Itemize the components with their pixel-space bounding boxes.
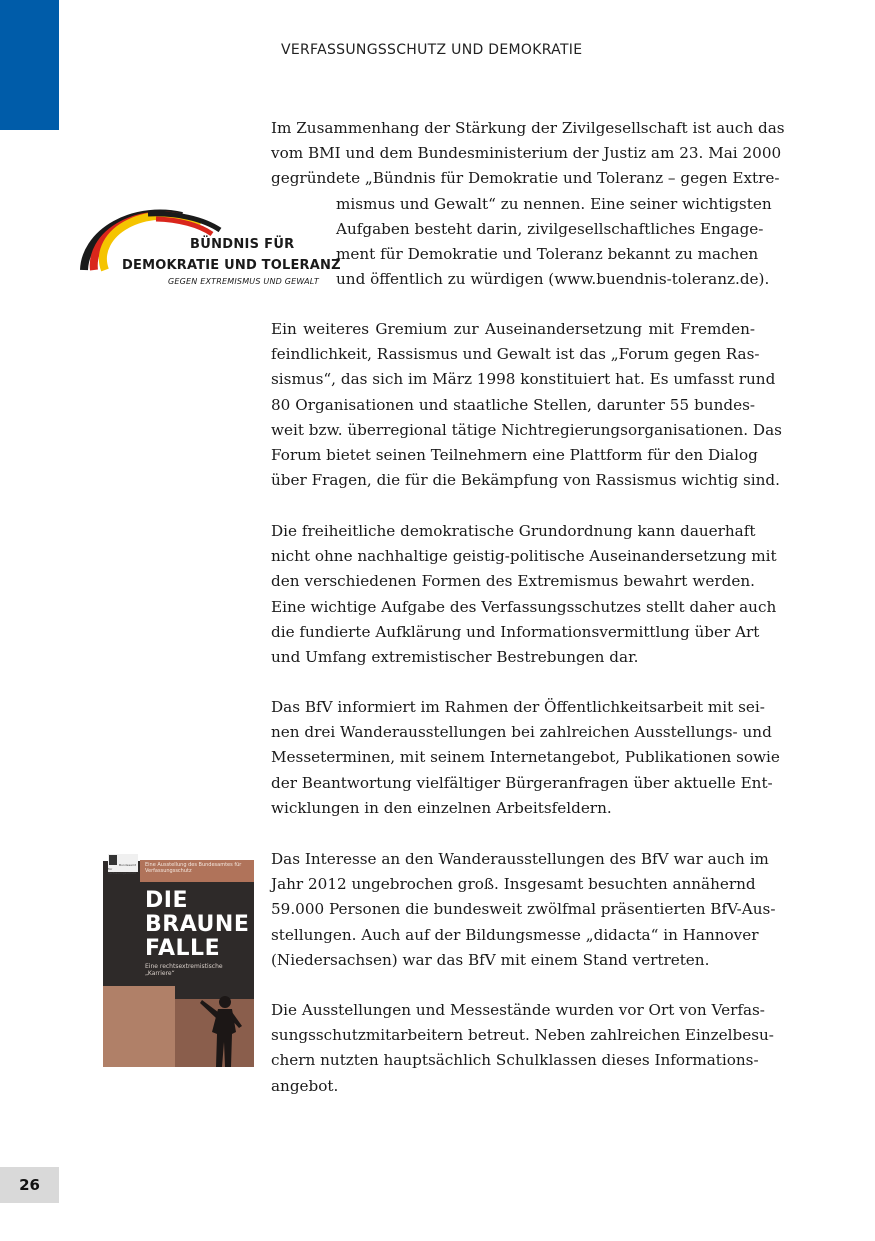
text-line: den verschiedenen Formen des Extremismus bewahrt werden. [271,572,755,591]
text-line: die fundierte Aufklärung und Informationsvermittlung über Art [271,622,760,641]
poster-band-text: Eine Ausstellung des Bundesamtes für Verfassungsschutz [145,862,242,874]
text-line: wicklungen in den einzelnen Arbeitsfeldern. [271,798,612,817]
poster-title [145,889,249,961]
paragraph-6 [271,998,774,1099]
bfv-eagle-logo [108,854,138,875]
text-line: Eine wichtige Aufgabe des Verfassungsschutzes stellt daher auch [271,597,777,616]
text-line: nicht ohne nachhaltige geistig-politische Auseinandersetzung mit [271,547,777,566]
text-line: feindlichkeit, Rassismus und Gewalt ist das „Forum gegen Ras- [271,345,760,364]
logo-text-line1: BÜNDNIS FÜR [190,237,295,252]
paragraph-5 [271,847,776,973]
paragraph-2 [271,317,782,493]
text-line: sismus“, das sich im März 1998 konstituiert hat. Es umfasst rund [271,370,776,389]
poster-title-line: DIE [145,888,188,913]
text-line: Im Zusammenhang der Stärkung der Zivilgesellschaft ist auch das [271,119,785,137]
text-line: mismus und Gewalt“ zu nennen. Eine seiner wichtigsten [336,194,772,213]
text-line: Die Ausstellungen und Messestände wurden vor Ort von Verfas- [271,1001,765,1019]
poster-title-line: BRAUNE [145,912,250,937]
text-line: Das BfV informiert im Rahmen der Öffentlichkeitsarbeit mit sei- [271,698,765,716]
eagle-icon [108,854,118,866]
text-line: Jahr 2012 ungebrochen groß. Insgesamt besuchten annähernd [271,875,756,894]
text-line: ment für Demokratie und Toleranz bekannt zu machen [336,245,759,263]
text-line: und Umfang extremistischer Bestrebungen dar. [271,648,639,667]
logo-text-tagline: GEGEN EXTREMISMUS UND GEWALT [168,277,319,286]
poster-subtitle: Eine rechtsextremistische „Karriere“ [145,963,223,977]
text-line: Forum bietet seinen Teilnehmern eine Plattform für den Dialog [271,446,758,465]
text-line: 59.000 Personen die bundesweit zwölfmal präsentierten BfV-Aus- [271,900,776,919]
text-line: stellungen. Auch auf der Bildungsmesse „didacta“ in Hannover [271,925,759,944]
page-number: 26 [0,1167,59,1203]
text-line: nen drei Wanderausstellungen bei zahlreichen Ausstellungs- und [271,723,772,742]
text-line: Ein weiteres Gremium zur Auseinandersetzung mit Fremden- [271,320,755,338]
text-line: sungsschutzmitarbeitern betreut. Neben zahlreichen Einzelbesu- [271,1026,774,1045]
paragraph-1-top [271,116,785,192]
text-line: 80 Organisationen und staatliche Stellen, darunter 55 bundes- [271,395,755,414]
poster-title-line: FALLE [145,936,221,961]
running-header: VERFASSUNGSSCHUTZ UND DEMOKRATIE [281,42,583,58]
chapter-color-tab [0,0,59,130]
paragraph-1-indented [336,192,772,293]
die-braune-falle-poster [103,852,254,1067]
text-line: und öffentlich zu würdigen (www.buendnis-toleranz.de). [336,270,770,289]
silhouette-figure-icon [198,992,248,1067]
logo-text-line2: DEMOKRATIE UND TOLERANZ [122,258,341,273]
poster-block-light [103,986,175,1067]
text-line: über Fragen, die für die Bekämpfung von Rassismus wichtig sind. [271,471,780,490]
paragraph-4 [271,695,780,821]
eagle-label: Bundesamt für Verfassungsschutz [108,863,137,875]
text-line: gegründete „Bündnis für Demokratie und Toleranz – gegen Extre- [271,169,780,188]
text-line: angebot. [271,1076,339,1095]
text-line: Aufgaben besteht darin, zivilgesellschaftliches Engage- [336,219,764,238]
text-line: (Niedersachsen) war das BfV mit einem Stand vertreten. [271,950,710,969]
text-line: weit bzw. überregional tätige Nichtregierungsorganisationen. Das [271,420,782,439]
text-line: vom BMI und dem Bundesministerium der Justiz am 23. Mai 2000 [271,144,782,163]
text-line: Messeterminen, mit seinem Internetangebot, Publikationen sowie [271,748,780,767]
text-line: der Beantwortung vielfältiger Bürgeranfragen über aktuelle Ent- [271,773,773,792]
text-line: Das Interesse an den Wanderausstellungen des BfV war auch im [271,850,769,868]
text-line: chern nutzten hauptsächlich Schulklassen dieses Informations- [271,1051,759,1070]
paragraph-3 [271,519,777,670]
text-line: Die freiheitliche demokratische Grundordnung kann dauerhaft [271,522,756,540]
